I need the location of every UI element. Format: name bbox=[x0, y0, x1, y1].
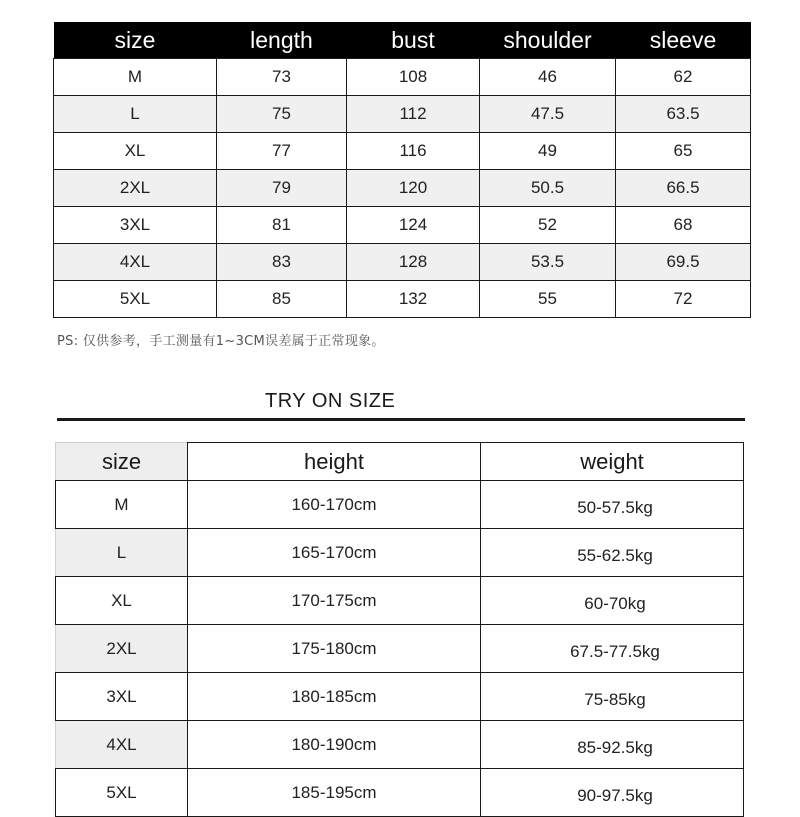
cell-size: 4XL bbox=[54, 244, 217, 281]
cell-size: 2XL bbox=[56, 625, 188, 673]
cell-shoulder: 46 bbox=[480, 59, 616, 96]
cell-bust: 128 bbox=[347, 244, 480, 281]
header-shoulder: shoulder bbox=[480, 22, 616, 59]
table-row bbox=[54, 207, 751, 244]
cell-length: 79 bbox=[217, 170, 347, 207]
cell-weight: 90-97.5kg bbox=[481, 769, 744, 817]
header-sleeve: sleeve bbox=[616, 22, 751, 59]
cell-length: 77 bbox=[217, 133, 347, 170]
cell-size: 5XL bbox=[54, 281, 217, 318]
measurement-table bbox=[53, 22, 751, 318]
cell-weight: 75-85kg bbox=[481, 673, 744, 721]
table-row bbox=[56, 625, 744, 673]
table-row bbox=[54, 281, 751, 318]
cell-sleeve: 65 bbox=[616, 133, 751, 170]
cell-height: 175-180cm bbox=[188, 625, 481, 673]
cell-shoulder: 49 bbox=[480, 133, 616, 170]
cell-sleeve: 62 bbox=[616, 59, 751, 96]
cell-bust: 116 bbox=[347, 133, 480, 170]
header-height: height bbox=[188, 443, 481, 481]
cell-length: 81 bbox=[217, 207, 347, 244]
cell-weight: 67.5-77.5kg bbox=[481, 625, 744, 673]
cell-bust: 108 bbox=[347, 59, 480, 96]
cell-size: 2XL bbox=[54, 170, 217, 207]
cell-bust: 124 bbox=[347, 207, 480, 244]
cell-shoulder: 53.5 bbox=[480, 244, 616, 281]
cell-sleeve: 63.5 bbox=[616, 96, 751, 133]
title-underline-divider bbox=[57, 418, 745, 421]
cell-bust: 132 bbox=[347, 281, 480, 318]
cell-size: L bbox=[54, 96, 217, 133]
cell-size: XL bbox=[56, 577, 188, 625]
cell-sleeve: 69.5 bbox=[616, 244, 751, 281]
table-row bbox=[54, 133, 751, 170]
cell-shoulder: 47.5 bbox=[480, 96, 616, 133]
cell-height: 165-170cm bbox=[188, 529, 481, 577]
cell-length: 75 bbox=[217, 96, 347, 133]
cell-height: 170-175cm bbox=[188, 577, 481, 625]
table-row bbox=[54, 170, 751, 207]
table-row bbox=[56, 481, 744, 529]
cell-weight: 50-57.5kg bbox=[481, 481, 744, 529]
cell-height: 180-190cm bbox=[188, 721, 481, 769]
table-row bbox=[56, 769, 744, 817]
table-row bbox=[54, 244, 751, 281]
table-row bbox=[56, 721, 744, 769]
cell-length: 83 bbox=[217, 244, 347, 281]
cell-weight: 60-70kg bbox=[481, 577, 744, 625]
cell-size: M bbox=[54, 59, 217, 96]
header-size: size bbox=[54, 22, 217, 59]
cell-sleeve: 72 bbox=[616, 281, 751, 318]
cell-sleeve: 68 bbox=[616, 207, 751, 244]
table-row bbox=[56, 577, 744, 625]
header-size: size bbox=[56, 443, 188, 481]
cell-sleeve: 66.5 bbox=[616, 170, 751, 207]
cell-shoulder: 50.5 bbox=[480, 170, 616, 207]
cell-length: 85 bbox=[217, 281, 347, 318]
cell-length: 73 bbox=[217, 59, 347, 96]
cell-size: 3XL bbox=[54, 207, 217, 244]
cell-weight: 55-62.5kg bbox=[481, 529, 744, 577]
cell-bust: 120 bbox=[347, 170, 480, 207]
table-row bbox=[54, 59, 751, 96]
measurement-note: PS: 仅供参考，手工测量有1~3CM误差属于正常现象。 bbox=[57, 334, 385, 349]
cell-size: L bbox=[56, 529, 188, 577]
header-weight: weight bbox=[481, 443, 744, 481]
table-row bbox=[56, 529, 744, 577]
measurement-header-row bbox=[54, 22, 751, 59]
cell-size: M bbox=[56, 481, 188, 529]
cell-size: 5XL bbox=[56, 769, 188, 817]
cell-height: 180-185cm bbox=[188, 673, 481, 721]
header-bust: bust bbox=[347, 22, 480, 59]
cell-weight: 85-92.5kg bbox=[481, 721, 744, 769]
table-row bbox=[56, 673, 744, 721]
cell-height: 185-195cm bbox=[188, 769, 481, 817]
tryon-title: TRY ON SIZE bbox=[265, 390, 396, 412]
header-length: length bbox=[217, 22, 347, 59]
cell-bust: 112 bbox=[347, 96, 480, 133]
tryon-table bbox=[55, 442, 744, 817]
cell-size: 4XL bbox=[56, 721, 188, 769]
tryon-header-row bbox=[56, 443, 744, 481]
cell-shoulder: 52 bbox=[480, 207, 616, 244]
table-row bbox=[54, 96, 751, 133]
cell-size: XL bbox=[54, 133, 217, 170]
cell-size: 3XL bbox=[56, 673, 188, 721]
cell-shoulder: 55 bbox=[480, 281, 616, 318]
cell-height: 160-170cm bbox=[188, 481, 481, 529]
